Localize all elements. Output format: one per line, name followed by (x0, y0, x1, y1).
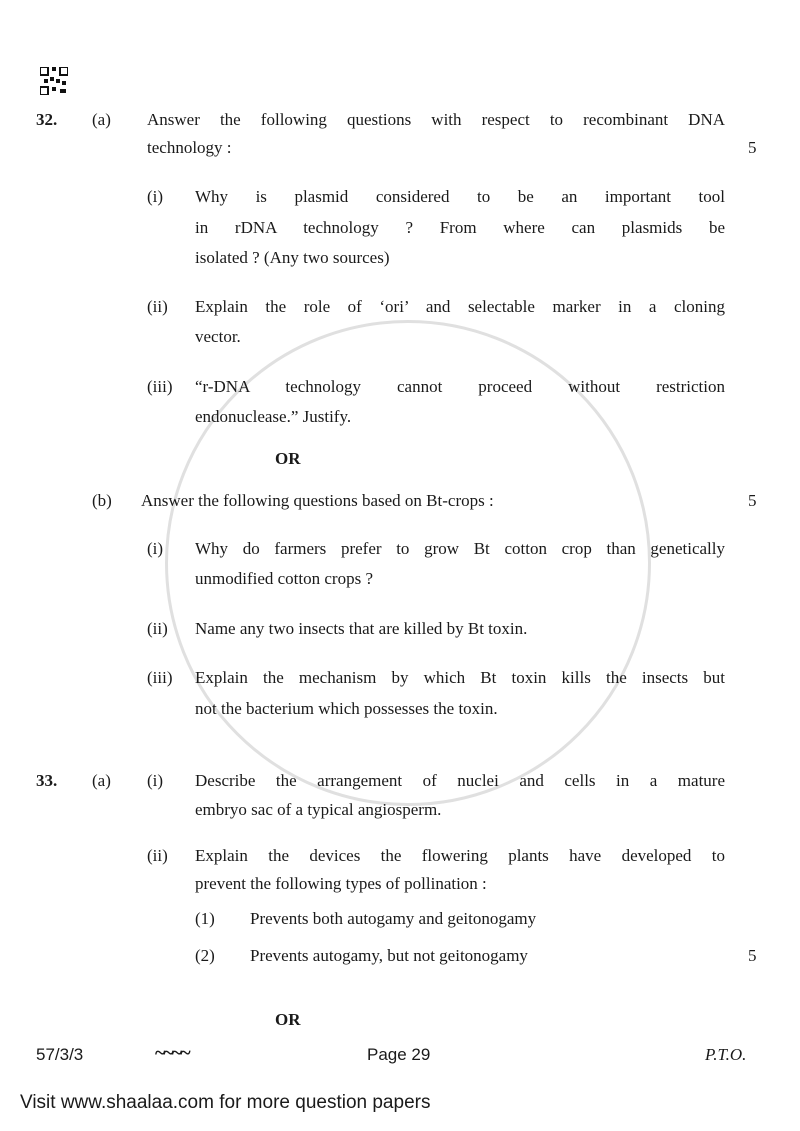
page-number: Page 29 (367, 1045, 431, 1064)
item-text: Name any two insects that are killed by Bt toxin. (195, 619, 528, 638)
item-label: (iii) (147, 668, 173, 687)
item-label: (iii) (147, 377, 173, 396)
visit-link-text[interactable]: Visit www.shaalaa.com for more question papers (20, 1092, 431, 1113)
sub-item-label: (2) (195, 946, 215, 965)
item-text: Explain the role of ‘ori’ and selectable marker in a cloning (195, 297, 725, 316)
q33-a-label: (a) (92, 771, 111, 790)
item-label: (ii) (147, 846, 168, 865)
question-number-33: 33. (36, 771, 58, 790)
item-text: Explain the mechanism by which Bt toxin kills the insects but (195, 668, 725, 687)
item-text: “r-DNA technology cannot proceed without restriction (195, 377, 725, 396)
item-label: (ii) (147, 619, 168, 638)
item-text: vector. (195, 327, 241, 346)
q32-a-text: technology : (147, 138, 232, 157)
qr-code-icon (40, 67, 68, 95)
item-text: Describe the arrangement of nuclei and cells in a mature (195, 771, 725, 790)
marks: 5 (748, 491, 757, 510)
item-text: Why is plasmid considered to be an important tool (195, 187, 725, 206)
q32-a-label: (a) (92, 110, 111, 129)
q32-b-text: Answer the following questions based on Bt-crops : (141, 491, 494, 510)
question-number-32: 32. (36, 110, 58, 129)
item-text: in rDNA technology ? From where can plasmids be (195, 218, 725, 237)
item-label: (i) (147, 771, 164, 790)
item-label: (i) (147, 187, 164, 206)
sub-item-text: Prevents autogamy, but not geitonogamy (250, 946, 528, 965)
marks: 5 (748, 138, 757, 157)
sub-item-label: (1) (195, 909, 215, 928)
q32-b-label: (b) (92, 491, 112, 510)
item-text: unmodified cotton crops ? (195, 569, 373, 588)
paper-code: 57/3/3 (36, 1045, 84, 1064)
pto: P.T.O. (705, 1045, 747, 1064)
item-text: isolated ? (Any two sources) (195, 248, 390, 267)
or-divider: OR (275, 449, 301, 468)
or-divider: OR (275, 1010, 301, 1029)
item-text: endonuclease.” Justify. (195, 407, 352, 426)
item-text: Why do farmers prefer to grow Bt cotton crop than genetically (195, 539, 725, 558)
q32-a-text: Answer the following questions with respect to recombinant DNA (147, 110, 725, 129)
item-text: embryo sac of a typical angiosperm. (195, 800, 442, 819)
item-label: (i) (147, 539, 164, 558)
item-text: not the bacterium which possesses the toxin. (195, 699, 498, 718)
item-text: prevent the following types of pollination : (195, 874, 487, 893)
item-label: (ii) (147, 297, 168, 316)
wave-separator: ~~~~ (155, 1042, 189, 1064)
item-text: Explain the devices the flowering plants have developed to (195, 846, 725, 865)
sub-item-text: Prevents both autogamy and geitonogamy (250, 909, 537, 928)
marks: 5 (748, 946, 757, 965)
